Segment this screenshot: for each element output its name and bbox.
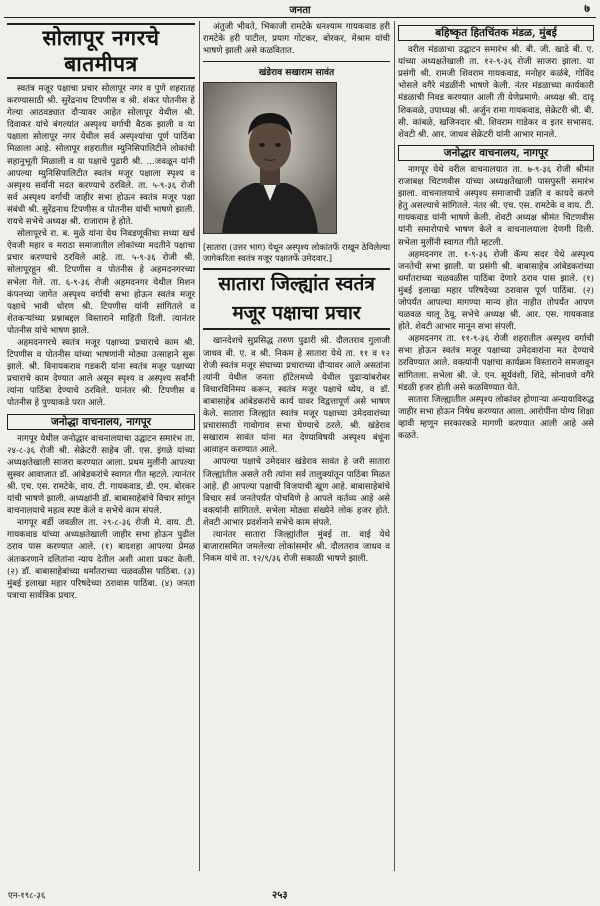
column-1 <box>7 21 195 873</box>
article-paragraph: आपल्या पक्षाचे उमेदवार खंडेराव सावंत हे जरी सातारा जिल्ह्यांतील असले तरी त्यांना सर्व तालुक्यांतून पाठिंबा मिळत आहे. ही आपल्या पक्षाची विजयाची खूण आहे. बाबासाहेबांचे विचार सर्व जनतेपर्यंत पोचविणे हे आपले कर्तव्य आहे असे वक्त्यांनी सांगितले. सभेला मोठ्या संख्येने लोक हजर होते. शेवटी आभार प्रदर्शनाने सभेचे काम संपले. <box>203 457 390 528</box>
article-paragraph: अंतुजी भीवते, भिकाजी रामटेके धनश्याम गायकवाड हरी रामटेके हरी पाटील, प्रयाग गोटकर, बोरकर, मेश्राम यांची भाषणे झाली असे कळवितात. <box>203 22 390 57</box>
section-heading-bahishkrut: बहिष्कृत हितचिंतक मंडळ, मुंबई <box>398 25 594 41</box>
column-2 <box>203 21 390 873</box>
photo-caption: [सातारा (उत्तर भाग) येथून अस्पृश्य लोकांतर्फे राखून ठेविलेल्या जागेकरिता स्वतंत्र मजूर पक्षातर्फे उमेदवार.] <box>203 242 390 264</box>
article-paragraph: नागपूर बर्डी जवळील ता. २९-८-३६ रोजी मे. वाय. टी. गायकवाड यांच्या अध्यक्षतेखाली जाहीर सभा होऊन पुढील ठराव पास करण्यात आले. (१) बादशहा आपल्या प्रेमळ अंतःकरणाने दलितांना न्याय देतील अशी आशा प्रकट केली. (२) डॉ. बाबासाहेबांच्या धर्मांतराच्या चळवळीस पाठिंबा. (३) मुंबई इलाखा महार परिषदेच्या ठरावास पाठिंबा. (४) जनता पत्राचा सार्वत्रिक प्रचार. <box>7 518 195 601</box>
article-paragraph: खानदेशचे सुप्रसिद्ध तरुण पुढारी श्री. दौलतराव गुलाजी जाधव बी. ए. व श्री. निकम हे सातारा येथे ता. ११ व १२ रोजी स्वतंत्र मजूर संघाच्या प्रचाराच्या दौऱ्यावर आले असतांना त्यांनी येथील जनता हॉटेलमध्ये येथील पुढाऱ्यांबरोबर विचारविनिमय करून, स्वतंत्र मजूर पक्षाचे ध्येय, व डॉ. बाबासाहेब आंबेडकरांचे कार्य यावर विद्वत्तापूर्ण असे भाषण केले. सातारा जिल्ह्यांत स्वतंत्र मजूर पक्षाच्या उमेदवारांच्या प्रचारासाठी गावोगाव सभा घेण्याचे ठरले. श्री. खंडेराव सखाराम सावंत यांना मत देण्याविषयी अस्पृश्य बंधूंना आवाहन करण्यात आले. <box>203 336 390 456</box>
article-paragraph: अहमदनगरचे स्वतंत्र मजूर पक्षाच्या प्रचाराचे काम श्री. टिपणीस व पोतनीस यांच्या भाषणांनी मोठ्या उत्साहाने सुरू झाले. श्री. विनायकराव गडकरी यांना स्वतंत्र मजूर पक्षाच्या प्रचाराचे काम देण्यात आले असून स्पृश्य व अस्पृश्य सर्वांनी त्यांना पाठिंबा देण्याचे ठरविले. यानंतर श्री. टिपणीस व पोतनीस हे पुण्याकडे परत आले. <box>7 337 195 409</box>
print-code: एन-१९८-३६ <box>8 891 46 901</box>
running-header <box>0 0 600 18</box>
page-number: ७ <box>584 2 590 15</box>
header-rule <box>4 17 596 18</box>
article-paragraph: अहमदनगर ता. ११-९-३६ रोजी शहरातील अस्पृश्य वर्गाची सभा होऊन स्वतंत्र मजूर पक्षाच्या उमेदवारांना मत देण्याचे ठरविण्यात आले. वक्त्यांनी पक्षाचा कार्यक्रम विस्ताराने समजावून सांगितला. सभेला श्री. जे. एन. सूर्यवंशी, शिंदे, सोनावणे वगैरे मंडळी हजर होती असे कळविण्यात येते. <box>398 334 594 393</box>
article-title-solapur: सोलापूर नगरचे बातमीपत्र <box>7 23 195 79</box>
section-heading-janoddha: जनोद्धा वाचनालय, नागपूर <box>7 414 195 430</box>
portrait-photo <box>203 82 337 234</box>
column-divider <box>394 21 395 871</box>
article-paragraph: अहमदनगर ता. १-९-३६ रोजी कॅम्प सदर येथे अस्पृश्य जनतेची सभा झाली. या प्रसंगी श्री. बाबासाहेब आंबेडकरांच्या धर्मांतराच्या चळवळीस पाठिंबा देणारे ठराव पास झाले. (१) मुंबई इलाखा महार परिषदेच्या ठरावास पूर्ण पाठिंबा. (२) जोपर्यंत आपल्या मागण्या मान्य होत नाहीत तोपर्यंत आपण चळवळ चालू ठेवू. सभेचे अध्यक्ष श्री. आर. एस. गायकवाड होते. शेवटी आभार मानून सभा संपली. <box>398 249 594 333</box>
article-paragraph: सोलापूरचे रा. ब. मुळे यांना येथ निवडणूकीचा सध्या खर्च ऐवजी महार व मराठा समाजातील लोकांच्या मदतीने पक्षाचा प्रचार करण्याचे ठरविले आहे. ता. ५-९-३६ रोजी श्री. सोलापूरहून श्री. टिपणीस व पोतनीस हे अहमदनगरच्या सभेला गेले. ता. ६-९-३६ रोजी अहमदनगर येथील मिशन कंपनच्या जागेत अस्पृश्य वर्गाची सभा होऊन स्वतंत्र मजूर पक्षाचे भावी धोरण श्री. टिपणीस यांनी सांगितले व शेतकऱ्यांच्या प्रश्नाबद्दल विस्ताराने माहिती दिली. त्यानंतर पोतनीस यांचे भाषण झाले. <box>7 229 195 336</box>
column-divider <box>199 21 200 871</box>
article-paragraph: स्वतंत्र मजूर पक्षाचा प्रचार सोलापूर नगर व पुणे शहरातह करण्यासाठी श्री. सुरेंद्रनाथ टिपणीस व श्री. शंकर पोतनीस हे गेल्या आठवड्यात दौऱ्यावर आहेत सोलापूर येथील श्री. दिवाकर यांचे बंगल्यांत अस्पृश्य वर्गाची बैठक झाली व या पक्षाला सोलापूर नगर येथील सर्व अस्पृश्यांचा पूर्ण पाठिंबा मिळाला आहे. सोलापूर शहरातील म्युनिसिपालिटीने लोकांची सहानुभूती मिळाली व या पक्षाचे पुढारी श्री. ...जवळून यांनी आपल्या म्युनिसिपालिटीत स्वतंत्र मजूर पक्षाला स्पृश्य व अस्पृश्य सर्वांनी मदत करण्याचे ठरविले. ता. ५-९-३६ रोजी सर्व अस्पृश्य वर्गाची जाहीर सभा होऊन स्वतंत्र मजूर पक्षा संबंधी श्री. सुरेंद्रनाथ टिपणीस व पोतनीस यांची भाषणे झाली. रायचे सभेचे अध्यक्ष श्री. राजाराम हे होते. <box>7 84 195 228</box>
article-headline-satara: सातारा जिल्ह्यांत स्वतंत्र मजूर पक्षाचा प्रचार <box>203 268 390 330</box>
folio-number: २५३ <box>272 890 288 901</box>
article-paragraph: नागपूर येथील जनोद्धार वाचनालयाचा उद्घाटन समारंभ ता. २४-८-३६ रोजी श्री. सेक्रेटरी साहेब जी. एस. इंगळे यांच्या अध्यक्षतेखाली साजरा करण्यात आला. प्रथम मुलींनी आपल्या सुस्वर आवाजात डॉ. आंबेडकरांचे स्वागत गीत म्हटले. त्यानंतर श्री. एच. एस. रामटेके, वाय. टी. गायकवाड, डी. एम. बोरकर यांची भाषणे झाली. अध्यक्षांनी डॉ. बाबासाहेबांचे विचार सांगून वाचनालयाचे महत्व स्पष्ट केले व सभेचे काम संपले. <box>7 433 195 517</box>
section-heading-janoddhar: जनोद्धार वाचनालय, नागपूर <box>398 145 594 161</box>
article-paragraph: त्यानंतर सातारा जिल्ह्यांतील मुंबई ता. वाई येथे बाजारासमित जमलेल्या लोकांसमोर श्री. दौलतराव जाधव व निकम यांचे ता. १२/९/३६ रोजी सकाळी भाषणे झाली. <box>203 529 390 565</box>
photo-title: खंडेराव सखाराम सावंत <box>258 68 335 79</box>
article-paragraph: वरील मंडळाचा उद्घाटन समारंभ श्री. बी. जी. खाडे बी. ए. यांच्या अध्यक्षतेखाली ता. १२-९-३६ रोजी साजरा झाला. या प्रसंगी श्री. रामजी शिवराम गायकवाड, मनोहर कळंबे, गोविंद भोसले वगैरे मंडळींनी भाषणे केली. नंतर मंडळाच्या कार्यकारी मंडळाची निवड करण्यात आली ती येणेप्रमाणे: अध्यक्ष श्री. दादू शिकवळे, उपाध्यक्ष श्री. अर्जुन रामा गायकवाड, सेक्रेटरी श्री. बी. सी. कांबळे, खजिनदार श्री. शिवराम गाडेकर व इतर सभासद. शेवटी श्री. आर. जाधव सेक्रेटरी यांनी आभार मानले. <box>398 45 594 140</box>
article-paragraph: सातारा जिल्ह्यातील अस्पृश्य लोकांवर होणाऱ्या अन्यायाविरुद्ध जाहीर सभा होऊन निषेध करण्यात आला. आरोपींना योग्य शिक्षा व्हावी म्हणून सरकारकडे मागणी करण्यात आली आहे असे कळते. <box>398 394 594 441</box>
publication-title: जनता <box>289 5 311 16</box>
article-paragraph: नागपूर येथे वरील वाचनालयात ता. ७-९-३६ रोजी श्रीमंत राजाबक्ष चिटणवीस यांच्या अध्यक्षतेखाली पासपुस्ती समारंभ झाला. वाचनालयाचे अस्पृश्य समाजाची उन्नति व कायदे करणे हेतु असल्याचे सांगितले. नंतर श्री. एच. एस. रामटेके व वाय. टी. गायकवाड यांनी भाषणे केली. शेवटी अध्यक्ष श्रीमंत चिटणवीस यांनी समारोपाचे भाषण केले व वाचनालयाला देणगी दिली. सभेला मुलींनी स्वागत गीते म्हटली. <box>398 164 594 248</box>
section-rule <box>203 61 390 62</box>
column-3 <box>398 21 594 873</box>
